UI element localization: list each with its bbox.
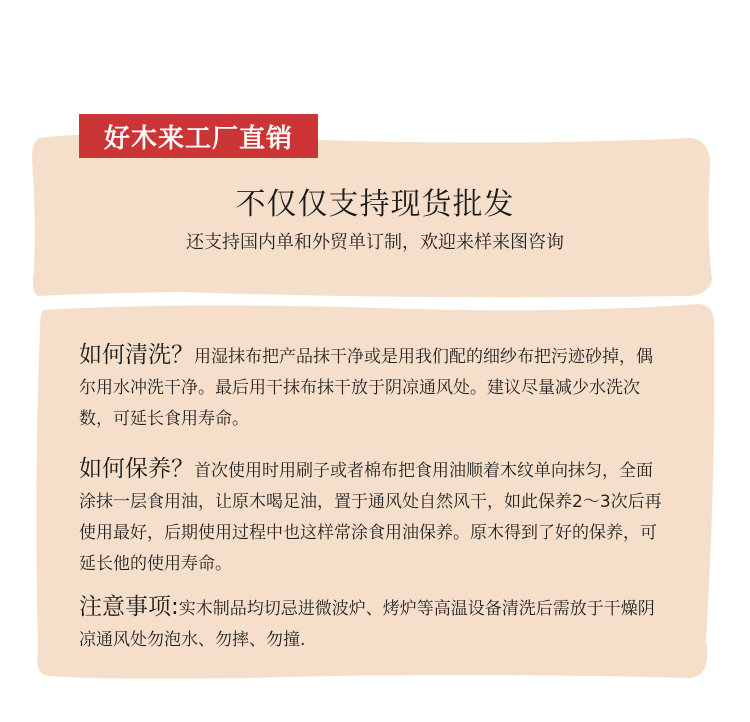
maintenance-heading: 如何保养？ <box>79 456 194 482</box>
notes-heading: 注意事项: <box>79 594 179 620</box>
factory-direct-tag: 好木来工厂直销 <box>79 114 318 158</box>
promo-subtitle: 还支持国内单和外贸单订制，欢迎来样来图咨询 <box>186 232 564 253</box>
maintenance-text: 首次使用时用刷子或者棉布把食用油顺着木纹单向抹匀，全面涂抹一层食用油，让原木喝足油，置于通风处自然风干，如此保养2～3次后再使用最好，后期使用过程中也这样常涂食用油保养。原木得到了好的保养，可延长他的使用寿命。 <box>79 461 662 574</box>
notes-text: 实木制品均切忌进微波炉、烤炉等高温设备清洗后需放于干燥阴凉通风处勿泡水、勿摔、勿撞. <box>79 599 655 650</box>
notes-section <box>79 592 669 656</box>
cleaning-heading: 如何清洗？ <box>79 342 194 368</box>
cleaning-text: 用湿抹布把产品抹干净或是用我们配的细纱布把污迹砂掉，偶尔用水冲洗干净。最后用干抹布抹干放于阴凉通风处。建议尽量减少水洗次数，可延长食用寿命。 <box>79 347 653 429</box>
promo-title: 不仅仅支持现货批发 <box>235 187 515 222</box>
maintenance-section <box>79 454 669 580</box>
cleaning-section <box>79 340 669 435</box>
